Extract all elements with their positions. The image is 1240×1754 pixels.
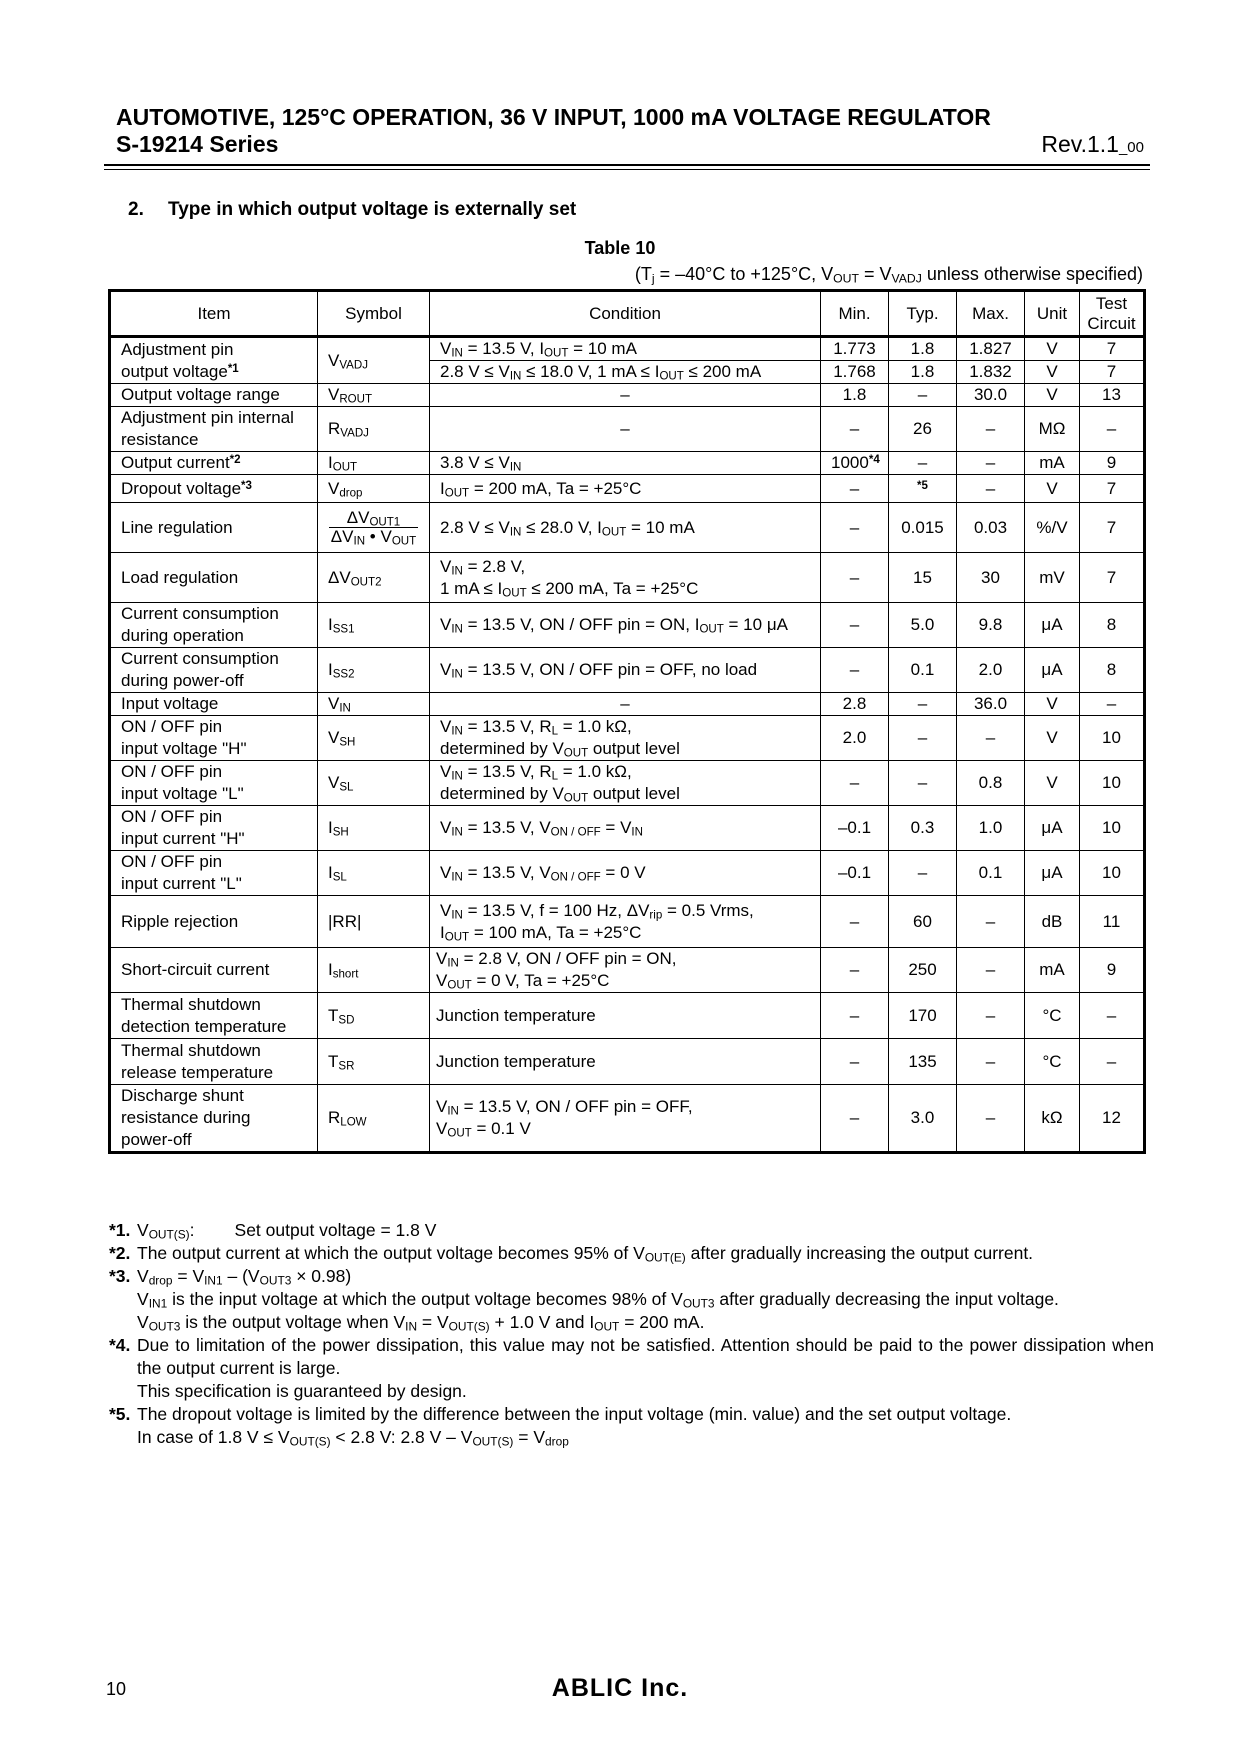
row-unit: μA [1025, 603, 1080, 648]
header-unit: Unit [1025, 291, 1080, 337]
table-row [110, 948, 1145, 993]
row-typ: 60 [889, 896, 957, 948]
row-test: 9 [1080, 948, 1145, 993]
footnote-2: *2. The output current at which the output voltage becomes 95% of $V_{OUT(E)}$ after gradually increasing the output current. [109, 1243, 1034, 1265]
footnotes [109, 1219, 1154, 1449]
row-max: – [957, 452, 1025, 475]
table-row [110, 993, 1145, 1039]
row-item: Dropout voltage$^{*3}$ [110, 475, 318, 503]
row-condition: Junction temperature [430, 993, 821, 1039]
row-typ: 1.8 [889, 337, 957, 361]
row-symbol: $V_{SH}$ [318, 716, 430, 761]
row-max: – [957, 896, 1025, 948]
row-unit: V [1025, 384, 1080, 407]
row-unit: mA [1025, 948, 1080, 993]
row-symbol: $V_{ROUT}$ [318, 384, 430, 407]
row-unit: mA [1025, 452, 1080, 475]
row-symbol: $T_{SD}$ [318, 993, 430, 1039]
row-min: – [821, 948, 889, 993]
row-test: – [1080, 993, 1145, 1039]
row-unit: μA [1025, 851, 1080, 896]
row-test: 7 [1080, 337, 1145, 361]
row-max: 9.8 [957, 603, 1025, 648]
row-typ: *5 [889, 475, 957, 503]
row-condition: $I_{OUT} = 200$ mA, Ta = +25°C [430, 475, 821, 503]
table-row [110, 452, 1145, 475]
row-unit: μA [1025, 648, 1080, 693]
row-symbol: $I_{short}$ [318, 948, 430, 993]
row-item: Adjustment pin output voltage$^{*1}$ [110, 337, 318, 384]
row-max: 1.827 [957, 337, 1025, 361]
table-row [110, 896, 1145, 948]
table-row [110, 851, 1145, 896]
row-symbol: $R_{LOW}$ [318, 1085, 430, 1153]
row-unit: V [1025, 693, 1080, 716]
row-symbol: $V_{VADJ}$ [318, 337, 430, 384]
table-row [110, 761, 1145, 806]
row-item: Output current$^{*2}$ [110, 452, 318, 475]
row-typ: – [889, 716, 957, 761]
row-typ: 0.015 [889, 503, 957, 553]
row-min: 1.8 [821, 384, 889, 407]
section-heading: 2. Type in which output voltage is externally set [128, 199, 577, 220]
row-max: 0.8 [957, 761, 1025, 806]
header-typ: Typ. [889, 291, 957, 337]
row-typ: 0.1 [889, 648, 957, 693]
revision: Rev.1.1_00 [1041, 131, 1144, 157]
table-caption: Table 10 [584, 238, 656, 258]
row-item: ON / OFF pin input voltage "H" [110, 716, 318, 761]
footnote-4: *4. Due to limitation of the power dissipation, this value may not be satisfied. Attention should be paid to the power dissipation when the output current is large. This specification is guaranteed by design. [109, 1335, 1154, 1401]
row-min: – [821, 553, 889, 603]
header-condition: Condition [430, 291, 821, 337]
row-test: 13 [1080, 384, 1145, 407]
row-unit: V [1025, 716, 1080, 761]
row-item: Output voltage range [110, 384, 318, 407]
row-test: 10 [1080, 761, 1145, 806]
table-row [110, 384, 1145, 407]
row-unit: kΩ [1025, 1085, 1080, 1153]
row-condition: $V_{IN} = 13.5$ V, $V_{ON / OFF} = 0$ V [430, 851, 821, 896]
footnote-3: *3. $V_{drop} = V_{IN1} - (V_{OUT3} \times 0.98)$ $V_{IN1}$ is the input voltage at which the output voltage becomes 98% of $V_{OUT3}$ after gradually decreasing the input voltage. $V_{OUT3}$ is the output voltage when $V_{IN} = V_{OUT(S)} + 1.0$ V and $I_{OUT} = 200$ mA. [109, 1266, 1059, 1334]
row-max: – [957, 993, 1025, 1039]
row-test: 7 [1080, 361, 1145, 384]
header-min: Min. [821, 291, 889, 337]
row-condition: $V_{IN} = 2.8$ V, ON / OFF pin = ON, $V_{OUT} = 0$ V, Ta = +25°C [430, 948, 821, 993]
table-row [110, 716, 1145, 761]
table-row [110, 603, 1145, 648]
row-typ: – [889, 452, 957, 475]
row-typ: 5.0 [889, 603, 957, 648]
row-min: – [821, 1085, 889, 1153]
row-condition: – [430, 693, 821, 716]
row-max: – [957, 1039, 1025, 1085]
header-rule-thick [104, 164, 1150, 166]
row-min: 2.0 [821, 716, 889, 761]
row-max: 0.03 [957, 503, 1025, 553]
row-condition: 3.8 $V \le V_{IN}$ [430, 452, 821, 475]
row-min: – [821, 603, 889, 648]
row-typ: 15 [889, 553, 957, 603]
row-symbol: $\Delta V_{OUT2}$ [318, 553, 430, 603]
header-max: Max. [957, 291, 1025, 337]
row-condition: – [430, 407, 821, 452]
row-test: 8 [1080, 648, 1145, 693]
row-unit: dB [1025, 896, 1080, 948]
row-max: 30.0 [957, 384, 1025, 407]
header-item: Item [110, 291, 318, 337]
row-max: – [957, 1085, 1025, 1153]
row-symbol: $V_{SL}$ [318, 761, 430, 806]
page-header [116, 104, 1144, 161]
row-min: –0.1 [821, 806, 889, 851]
row-typ: 3.0 [889, 1085, 957, 1153]
row-max: 30 [957, 553, 1025, 603]
row-min: – [821, 1039, 889, 1085]
row-unit: mV [1025, 553, 1080, 603]
row-item: ON / OFF pin input current "L" [110, 851, 318, 896]
footnote-5: *5. The dropout voltage is limited by the difference between the input voltage (min. value) and the set output voltage. In case of 1.8 $V \le V_{OUT(S)} < 2.8$ V: 2.8 $V - V_{OUT(S)} = V_{drop}$ [109, 1404, 1012, 1449]
row-condition: Junction temperature [430, 1039, 821, 1085]
row-item: Thermal shutdown release temperature [110, 1039, 318, 1085]
row-max: 1.832 [957, 361, 1025, 384]
row-condition: $V_{IN} = 13.5$ V, $R_L = 1.0$ kΩ, determined by $V_{OUT}$ output level [430, 716, 821, 761]
row-typ: – [889, 761, 957, 806]
row-test: 10 [1080, 806, 1145, 851]
row-item: Input voltage [110, 693, 318, 716]
row-symbol: $I_{SS1}$ [318, 603, 430, 648]
row-item: Adjustment pin internal resistance [110, 407, 318, 452]
row-unit: V [1025, 761, 1080, 806]
table-row [110, 407, 1145, 452]
row-typ: – [889, 851, 957, 896]
row-max: – [957, 475, 1025, 503]
row-item: Discharge shunt resistance during power-off [110, 1085, 318, 1153]
row-test: 11 [1080, 896, 1145, 948]
row-typ: – [889, 384, 957, 407]
row-test: 7 [1080, 503, 1145, 553]
row-unit: V [1025, 361, 1080, 384]
row-min: –0.1 [821, 851, 889, 896]
row-condition: $V_{IN} = 2.8$ V, 1 mA ≤ $I_{OUT} \le 200$ mA, Ta = +25°C [430, 553, 821, 603]
row-min: 1.768 [821, 361, 889, 384]
row-symbol: $V_{drop}$ [318, 475, 430, 503]
row-item: ON / OFF pin input current "H" [110, 806, 318, 851]
table-row [110, 806, 1145, 851]
row-condition: $V_{IN} = 13.5$ V, $I_{OUT} = 10$ mA [430, 337, 821, 361]
row-symbol: |RR| [318, 896, 430, 948]
row-symbol [318, 503, 430, 553]
row-symbol: $T_{SR}$ [318, 1039, 430, 1085]
row-min: – [821, 503, 889, 553]
table-row [110, 475, 1145, 503]
row-min: – [821, 407, 889, 452]
row-condition: $V_{IN} = 13.5$ V, $R_L = 1.0$ kΩ, determined by $V_{OUT}$ output level [430, 761, 821, 806]
row-unit: V [1025, 337, 1080, 361]
series-name: S-19214 Series [116, 131, 279, 157]
row-test: 7 [1080, 553, 1145, 603]
row-typ: 26 [889, 407, 957, 452]
row-unit: V [1025, 475, 1080, 503]
row-unit: %/V [1025, 503, 1080, 553]
header-test-circuit: Test Circuit [1080, 291, 1145, 337]
row-symbol: $V_{IN}$ [318, 693, 430, 716]
table-row [110, 648, 1145, 693]
row-max: 36.0 [957, 693, 1025, 716]
row-unit: °C [1025, 1039, 1080, 1085]
row-test: 10 [1080, 851, 1145, 896]
row-test: – [1080, 1039, 1145, 1085]
row-test: 12 [1080, 1085, 1145, 1153]
row-typ: 170 [889, 993, 957, 1039]
row-condition: $V_{IN} = 13.5$ V, ON / OFF pin = OFF, $V_{OUT} = 0.1$ V [430, 1085, 821, 1153]
row-symbol: $I_{SS2}$ [318, 648, 430, 693]
row-max: – [957, 948, 1025, 993]
row-condition: $V_{IN} = 13.5$ V, $V_{ON / OFF} = V_{IN}$ [430, 806, 821, 851]
row-symbol: $R_{VADJ}$ [318, 407, 430, 452]
row-max: – [957, 407, 1025, 452]
row-test: 9 [1080, 452, 1145, 475]
footnote-1: *1. $V_{OUT(S)}$: Set output voltage = 1.8 V [109, 1220, 437, 1242]
table-row [110, 553, 1145, 603]
row-condition: – [430, 384, 821, 407]
row-condition: 2.8 $V \le V_{IN} \le 18.0$ V, 1 mA ≤ $I_{OUT} \le 200$ mA [430, 361, 821, 384]
row-item: Thermal shutdown detection temperature [110, 993, 318, 1039]
table-row [110, 1085, 1145, 1153]
row-symbol: $I_{SH}$ [318, 806, 430, 851]
row-test: – [1080, 693, 1145, 716]
row-item: Current consumption during operation [110, 603, 318, 648]
row-max: 1.0 [957, 806, 1025, 851]
row-item: Line regulation [110, 503, 318, 553]
row-typ: 250 [889, 948, 957, 993]
row-test: – [1080, 407, 1145, 452]
row-condition: $V_{IN} = 13.5$ V, f = 100 Hz, $\Delta V_{rip} = 0.5$ Vrms, $I_{OUT} = 100$ mA, Ta = +25°C [430, 896, 821, 948]
row-typ: 135 [889, 1039, 957, 1085]
row-test: 10 [1080, 716, 1145, 761]
row-typ: 1.8 [889, 361, 957, 384]
row-max: – [957, 716, 1025, 761]
row-unit: μA [1025, 806, 1080, 851]
document-title: AUTOMOTIVE, 125°C OPERATION, 36 V INPUT, 1000 mA VOLTAGE REGULATOR [116, 104, 991, 130]
row-min: – [821, 648, 889, 693]
row-item: Load regulation [110, 553, 318, 603]
row-typ: 0.3 [889, 806, 957, 851]
row-min: 2.8 [821, 693, 889, 716]
table-row [110, 503, 1145, 553]
header-symbol: Symbol [318, 291, 430, 337]
page-number: 10 [106, 1679, 127, 1699]
row-unit: MΩ [1025, 407, 1080, 452]
row-condition: 2.8 $V \le V_{IN} \le 28.0$ V, $I_{OUT} = 10$ mA [430, 503, 821, 553]
row-symbol: $I_{OUT}$ [318, 452, 430, 475]
line-regulation-fraction: $\frac{\Delta V_{OUT1}}{\Delta V_{IN} • V_{OUT}}$ [330, 508, 417, 548]
row-typ: – [889, 693, 957, 716]
spec-table [108, 289, 1146, 1154]
table-row [110, 337, 1145, 361]
row-item: Short-circuit current [110, 948, 318, 993]
row-condition: $V_{IN} = 13.5$ V, ON / OFF pin = OFF, no load [430, 648, 821, 693]
row-min: 1000$^{*4}$ [821, 452, 889, 475]
row-test: 8 [1080, 603, 1145, 648]
row-max: 2.0 [957, 648, 1025, 693]
row-min: – [821, 896, 889, 948]
row-min: – [821, 993, 889, 1039]
row-test: 7 [1080, 475, 1145, 503]
row-min: – [821, 475, 889, 503]
row-max: 0.1 [957, 851, 1025, 896]
row-min: – [821, 761, 889, 806]
table-row [110, 1039, 1145, 1085]
row-symbol: $I_{SL}$ [318, 851, 430, 896]
row-condition: $V_{IN} = 13.5$ V, ON / OFF pin = ON, $I_{OUT} = 10$ μA [430, 603, 821, 648]
table-header-row [110, 291, 1145, 337]
row-unit: °C [1025, 993, 1080, 1039]
row-min: 1.773 [821, 337, 889, 361]
row-item: ON / OFF pin input voltage "L" [110, 761, 318, 806]
company-logo: ABLIC Inc. [551, 1674, 689, 1702]
header-rule-thin [104, 169, 1150, 170]
row-item: Ripple rejection [110, 896, 318, 948]
table-row [110, 693, 1145, 716]
table-conditions: ($T_j = -40^\circ C$ to +125°C, $V_{OUT} = V_{VADJ}$ unless otherwise specified) [634, 264, 1143, 286]
row-item: Current consumption during power-off [110, 648, 318, 693]
